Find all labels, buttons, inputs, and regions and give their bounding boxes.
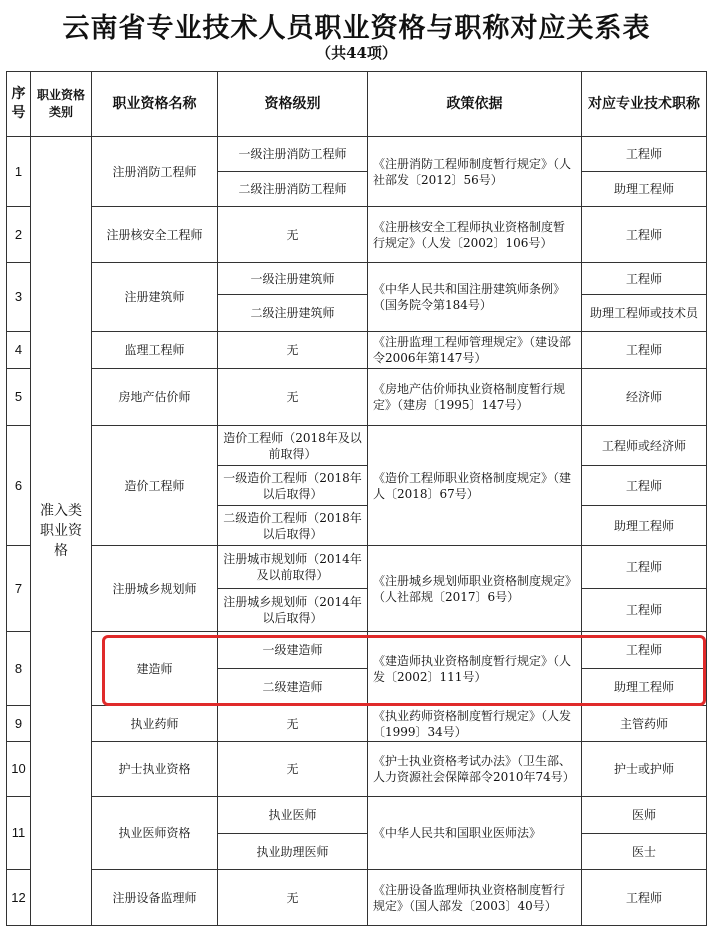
row-number: 5 [7, 369, 31, 426]
table-row [7, 706, 707, 742]
table-row [7, 263, 707, 295]
professional-title: 助理工程师 [582, 669, 707, 706]
qualification-name: 注册消防工程师 [92, 137, 218, 207]
table-row [7, 742, 707, 797]
policy-basis: 《注册监理工程师管理规定》（建设部令2006年第147号） [368, 332, 582, 369]
row-number: 3 [7, 263, 31, 332]
qualification-level: 一级造价工程师（2018年以后取得） [218, 466, 368, 506]
header-level: 资格级别 [218, 72, 368, 137]
policy-basis: 《房地产估价师执业资格制度暂行规定》（建房〔1995〕147号） [368, 369, 582, 426]
professional-title: 主管药师 [582, 706, 707, 742]
row-number: 2 [7, 207, 31, 263]
row-number: 8 [7, 632, 31, 706]
professional-title: 工程师 [582, 207, 707, 263]
table-row [7, 546, 707, 589]
qualification-level: 二级注册消防工程师 [218, 172, 368, 207]
policy-basis: 《建造师执业资格制度暂行规定》（人发〔2002〕111号） [368, 632, 582, 706]
qualification-level: 造价工程师（2018年及以前取得） [218, 426, 368, 466]
table-row [7, 207, 707, 263]
professional-title: 工程师或经济师 [582, 426, 707, 466]
table-row-highlighted [7, 632, 707, 669]
qualification-name: 执业药师 [92, 706, 218, 742]
row-number: 10 [7, 742, 31, 797]
qualification-level: 一级建造师 [218, 632, 368, 669]
professional-title: 医士 [582, 834, 707, 870]
policy-basis: 《护士执业资格考试办法》（卫生部、人力资源社会保障部令2010年74号） [368, 742, 582, 797]
professional-title: 助理工程师 [582, 172, 707, 207]
qualification-level: 无 [218, 706, 368, 742]
header-title: 对应专业技术职称 [582, 72, 707, 137]
professional-title: 工程师 [582, 870, 707, 926]
qualification-level: 二级建造师 [218, 669, 368, 706]
professional-title: 工程师 [582, 546, 707, 589]
policy-basis: 《中华人民共和国职业医师法》 [368, 797, 582, 870]
qualification-level: 无 [218, 207, 368, 263]
policy-basis: 《注册城乡规划师职业资格制度规定》（人社部规〔2017〕6号） [368, 546, 582, 632]
qualification-name: 护士执业资格 [92, 742, 218, 797]
qualification-name: 注册设备监理师 [92, 870, 218, 926]
qualification-level: 无 [218, 369, 368, 426]
row-number: 9 [7, 706, 31, 742]
policy-basis: 《注册核安全工程师执业资格制度暂行规定》（人发〔2002〕106号） [368, 207, 582, 263]
policy-basis: 《执业药师资格制度暂行规定》（人发〔1999〕34号） [368, 706, 582, 742]
row-number: 11 [7, 797, 31, 870]
category-cell: 准入类职业资格 [31, 137, 92, 926]
qualification-name: 注册城乡规划师 [92, 546, 218, 632]
row-number: 12 [7, 870, 31, 926]
header-seq: 序号 [7, 72, 31, 137]
qualification-name: 造价工程师 [92, 426, 218, 546]
professional-title: 护士或护师 [582, 742, 707, 797]
header-name: 职业资格名称 [92, 72, 218, 137]
professional-title: 工程师 [582, 466, 707, 506]
table-row [7, 369, 707, 426]
qualification-level: 无 [218, 870, 368, 926]
professional-title: 医师 [582, 797, 707, 834]
qualification-level: 无 [218, 742, 368, 797]
professional-title: 工程师 [582, 263, 707, 295]
professional-title: 助理工程师 [582, 506, 707, 546]
row-number: 1 [7, 137, 31, 207]
qualification-table [6, 71, 707, 926]
qualification-level: 二级造价工程师（2018年以后取得） [218, 506, 368, 546]
policy-basis: 《注册设备监理师执业资格制度暂行规定》（国人部发〔2003〕40号） [368, 870, 582, 926]
row-number: 6 [7, 426, 31, 546]
policy-basis: 《注册消防工程师制度暂行规定》（人社部发〔2012〕56号） [368, 137, 582, 207]
row-number: 4 [7, 332, 31, 369]
qualification-name: 注册核安全工程师 [92, 207, 218, 263]
qualification-level: 无 [218, 332, 368, 369]
table-row [7, 870, 707, 926]
qualification-level: 二级注册建筑师 [218, 295, 368, 332]
qualification-name: 注册建筑师 [92, 263, 218, 332]
professional-title: 工程师 [582, 589, 707, 632]
header-category: 职业资格类别 [31, 72, 92, 137]
professional-title: 经济师 [582, 369, 707, 426]
qualification-name: 房地产估价师 [92, 369, 218, 426]
qualification-level: 注册城乡规划师（2014年以后取得） [218, 589, 368, 632]
table-row [7, 137, 707, 172]
qualification-name: 监理工程师 [92, 332, 218, 369]
row-number: 7 [7, 546, 31, 632]
professional-title: 工程师 [582, 332, 707, 369]
qualification-level: 执业助理医师 [218, 834, 368, 870]
policy-basis: 《中华人民共和国注册建筑师条例》（国务院令第184号） [368, 263, 582, 332]
policy-basis: 《造价工程师职业资格制度规定》（建人〔2018〕67号） [368, 426, 582, 546]
qualification-name: 执业医师资格 [92, 797, 218, 870]
document-subtitle: （共44项） [316, 44, 397, 62]
table-row [7, 426, 707, 466]
qualification-level: 一级注册消防工程师 [218, 137, 368, 172]
header-policy: 政策依据 [368, 72, 582, 137]
qualification-name: 建造师 [92, 632, 218, 706]
qualification-level: 一级注册建筑师 [218, 263, 368, 295]
professional-title: 工程师 [582, 632, 707, 669]
qualification-level: 注册城市规划师（2014年及以前取得） [218, 546, 368, 589]
table-row [7, 797, 707, 834]
document-title: 云南省专业技术人员职业资格与职称对应关系表 [62, 13, 651, 44]
professional-title: 助理工程师或技术员 [582, 295, 707, 332]
table-row [7, 332, 707, 369]
professional-title: 工程师 [582, 137, 707, 172]
qualification-level: 执业医师 [218, 797, 368, 834]
